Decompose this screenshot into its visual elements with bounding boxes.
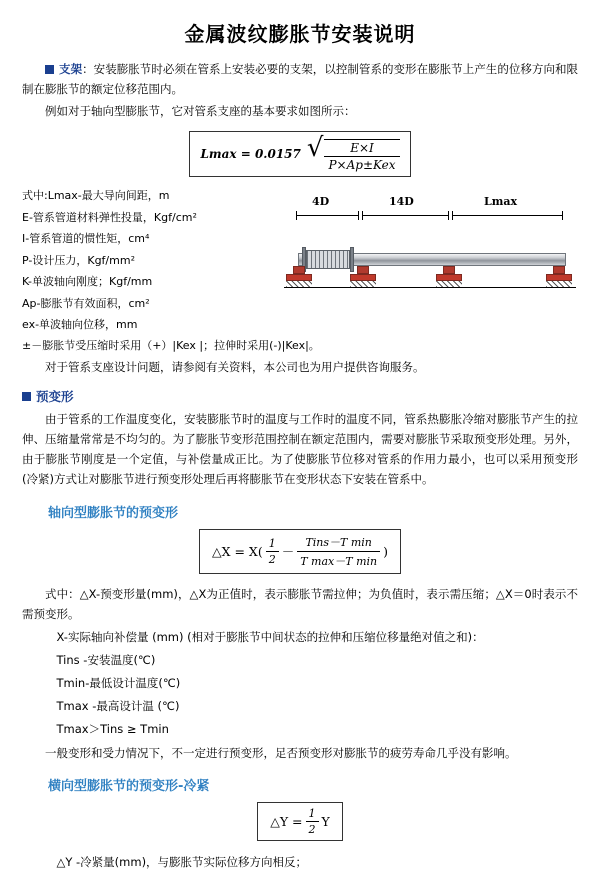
lmax-fraction [324, 139, 399, 172]
lmax-formula-radical [306, 133, 400, 173]
dim-tick [452, 211, 453, 220]
variable-item: Tmax -最高设计温 (℃) [56, 698, 180, 713]
predeform-paragraph-1: 由于管系的工作温度变化，安装膨胀节时的温度与工作时的温度不同，管系热膨胀冷缩对膨胀节产生的拉伸、压缩量常常是不均匀的。为了膨胀节变形范围控制在额定范围内，需要对膨胀节采取预变形处理。另外，由于膨胀节刚度是一个定值，与补偿量成正比。为了使膨胀节位移对管系的作用力最小，也可以采用预变形(冷紧)方式让对膨胀节进行预变形处理后再将膨胀节在变形状态下安装在管系中。 [22, 412, 578, 487]
pipe-support [286, 266, 312, 288]
support-hat [443, 266, 455, 274]
bracket-body-1: 安装膨胀节时必须在管系上安装必要的支架，以控制管系的变形在膨胀节上产生的位移方向和限制在膨胀节的额定位移范围内。 [22, 62, 579, 97]
dim-tick [448, 211, 449, 220]
axial-predeform-heading: 轴向型膨胀节的预变形 [48, 505, 179, 521]
axial-predeform-tail: 一般变形和受力情况下，不一定进行预变形，足否预变形对膨胀节的疲劳寿命几乎没有影响。 [45, 745, 517, 760]
lateral-equation-half [306, 807, 319, 836]
variable-item: X-实际轴向补偿量 (mm) (相对于膨胀节中间状态的拉伸和压缩位移量绝对值之和)： [56, 629, 484, 644]
definition-item: K-单波轴向刚度；Kgf/mm [22, 275, 153, 289]
definition-item: I-管系管道的惯性矩，cm⁴ [22, 232, 150, 246]
lateral-equation-box [257, 802, 343, 841]
half-denominator: 2 [268, 552, 276, 566]
section-marker-icon [45, 65, 54, 74]
axial-predeform-note: 式中：△X-预变形量(mm)，△X为正值时，表示膨胀节需拉伸；为负值时，表示需压缩；△X＝0时表示不需预变形。 [22, 586, 578, 621]
radical-sign-icon: √ [306, 133, 324, 164]
lmax-formula-lhs: Lmax = 0.0157 [200, 147, 301, 162]
axial-equation-half [266, 537, 279, 566]
definition-item: 式中:Lmax-最大导向间距，m [22, 189, 170, 203]
half-denominator: 2 [308, 823, 316, 837]
lmax-formula [22, 131, 578, 177]
dim-tick [562, 211, 563, 220]
bracket-heading: 支架 [59, 62, 83, 76]
dim-tick [358, 211, 359, 220]
variable-item: △Y -冷紧量(mm)，与膨胀节实际位移方向相反； [56, 855, 308, 870]
bellows-expansion-joint [306, 250, 350, 269]
definition-item: ex-单波轴向位移，mm [22, 318, 138, 331]
dim-line-4d [296, 215, 358, 216]
figure-label-14d: 14D [389, 195, 414, 209]
variable-item: Tmin-最低设计温度(℃) [56, 675, 181, 690]
support-base [350, 274, 376, 281]
dim-tick [296, 211, 297, 220]
lateral-equation-lhs: △Y = [270, 814, 303, 830]
lmax-formula-box [189, 131, 410, 177]
definition-list [22, 185, 320, 357]
figure-dimension-lines [284, 211, 576, 221]
axial-equation-lhs: △X = X( [211, 543, 263, 559]
support-base [286, 274, 312, 281]
axial-equation-rhs: ) [383, 543, 389, 559]
pipe-illustration [284, 223, 576, 301]
axial-equation-ratio [297, 534, 380, 569]
ratio-denominator: T max－T min [300, 554, 378, 568]
half-numerator: 1 [306, 807, 319, 822]
predeform-heading [22, 387, 578, 405]
lateral-predeform-note [57, 851, 579, 874]
definitions-and-figure [22, 185, 578, 357]
ground-line [284, 287, 576, 288]
figure-dimension-labels [284, 195, 576, 211]
pipe-support [546, 266, 572, 288]
support-hat [553, 266, 565, 274]
section-marker-icon [22, 392, 31, 401]
dim-tick [362, 211, 363, 220]
half-numerator: 1 [266, 537, 279, 552]
lateral-equation-rhs: Y [321, 814, 330, 830]
bracket-paragraph-2: 例如对于轴向型膨胀节，它对管系支座的基本要求如图所示： [45, 104, 356, 119]
dim-line-lmax [452, 215, 562, 216]
page-title: 金属波纹膨胀节安装说明 [184, 22, 416, 46]
axial-equation-box [199, 529, 401, 574]
axial-predeform-equation [22, 529, 578, 574]
dim-line-14d [362, 215, 448, 216]
lmax-fraction-denominator: P×Ap±Kex [328, 158, 396, 173]
lateral-predeform-equation [22, 802, 578, 841]
support-base [436, 274, 462, 281]
variable-item: Tins -安装温度(℃) [56, 652, 156, 667]
bracket-paragraph-1: 支架：安装膨胀节时必须在管系上安装必要的支架，以控制管系的变形在膨胀节上产生的位移方向和限制在膨胀节的额定位移范围内。 [22, 62, 579, 97]
axial-variable-list [57, 626, 579, 741]
ratio-numerator: Tins－T min [297, 534, 380, 552]
predeform-heading-label: 预变形 [36, 389, 74, 404]
definition-item: E-管系管道材料弹性投量，Kgf/cm² [22, 210, 197, 224]
definition-item: ±－膨胀节受压缩时采用（+）|Kex |；拉伸时采用(-)|Kex|。 [22, 339, 320, 353]
support-hat [357, 266, 369, 274]
pipe-support [436, 266, 462, 288]
bracket-paragraph-3: 对于管系支座设计问题，请参阅有关资料，本公司也为用户提供咨询服务。 [45, 359, 425, 374]
pipe-support-figure [284, 195, 576, 313]
support-hat [293, 266, 305, 274]
variable-item: Tmax＞Tins ≥ Tmin [56, 721, 169, 736]
axial-equation-minus: － [281, 544, 295, 559]
definition-item: P-设计压力，Kgf/mm² [22, 253, 135, 267]
lmax-fraction-numerator: E×I [324, 141, 399, 157]
lateral-predeform-heading: 横向型膨胀节的预变形-冷紧 [48, 779, 210, 795]
definition-item: Ap-膨胀节有效面积，cm² [22, 296, 150, 310]
pipe-support [350, 266, 376, 288]
support-base [546, 274, 572, 281]
figure-label-4d: 4D [312, 195, 330, 209]
figure-label-lmax: Lmax [484, 195, 518, 209]
